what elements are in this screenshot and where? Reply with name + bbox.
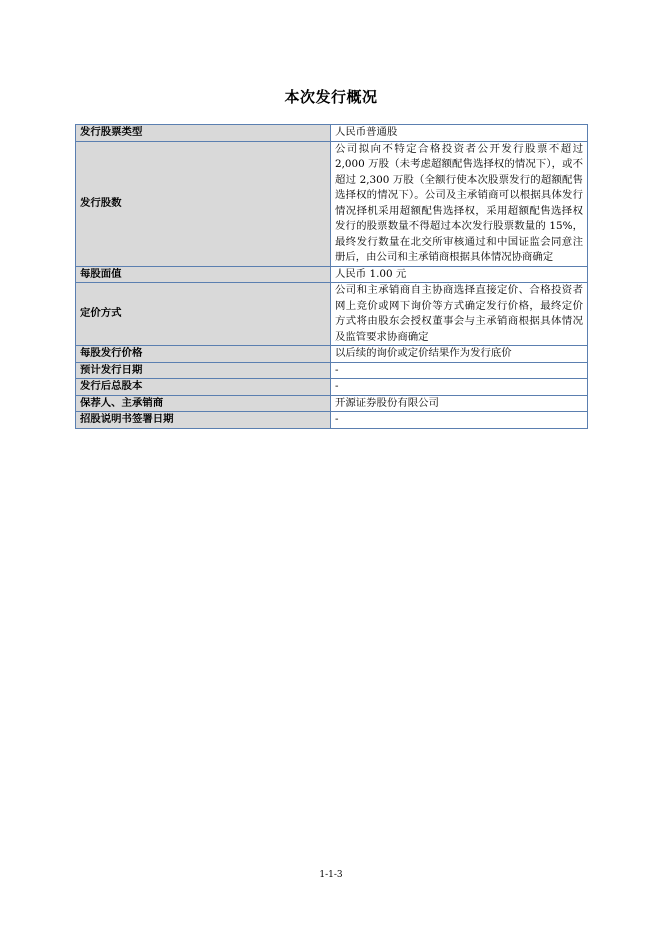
row-value: 人民币 1.00 元 (331, 266, 588, 283)
row-label: 每股发行价格 (76, 346, 331, 363)
row-label: 发行股数 (76, 141, 331, 266)
row-value: 以后续的询价或定价结果作为发行底价 (331, 346, 588, 363)
page-title: 本次发行概况 (284, 88, 378, 106)
row-value: 公司和主承销商自主协商选择直接定价、合格投资者网上竞价或网下询价等方式确定发行价格，最终定价方式将由股东会授权董事会与主承销商根据具体情况及监管要求协商确定 (331, 283, 588, 346)
row-value: 开源证券股份有限公司 (331, 395, 588, 412)
row-value: - (331, 412, 588, 429)
row-value: 公司拟向不特定合格投资者公开发行股票不超过 2,000 万股（未考虑超额配售选择权的情况下），或不超过 2,300 万股（全额行使本次股票发行的超额配售选择权的情况下）。公司及主承销商可以根据具体发行情况择机采用超额配售选择权，采用超额配售选择权发行的股票数量不得超过本次发行股票数量的 15%，最终发行数量在北交所审核通过和中国证监会同意注册后，由公司和主承销商根据具体情况协商确定 (331, 141, 588, 266)
table-row (76, 346, 588, 363)
row-label: 发行股票类型 (76, 125, 331, 142)
table-row (76, 395, 588, 412)
table-row (76, 283, 588, 346)
row-value: - (331, 379, 588, 396)
table-row (76, 125, 588, 142)
table-row (76, 379, 588, 396)
row-label: 定价方式 (76, 283, 331, 346)
row-label: 发行后总股本 (76, 379, 331, 396)
table-row (76, 266, 588, 283)
row-label: 招股说明书签署日期 (76, 412, 331, 429)
table-row (76, 362, 588, 379)
row-value: - (331, 362, 588, 379)
row-label: 预计发行日期 (76, 362, 331, 379)
table-row (76, 141, 588, 266)
row-label: 每股面值 (76, 266, 331, 283)
row-value: 人民币普通股 (331, 125, 588, 142)
issuance-overview-table (75, 124, 588, 429)
row-label: 保荐人、主承销商 (76, 395, 331, 412)
page-number: 1-1-3 (319, 870, 343, 880)
table-row (76, 412, 588, 429)
